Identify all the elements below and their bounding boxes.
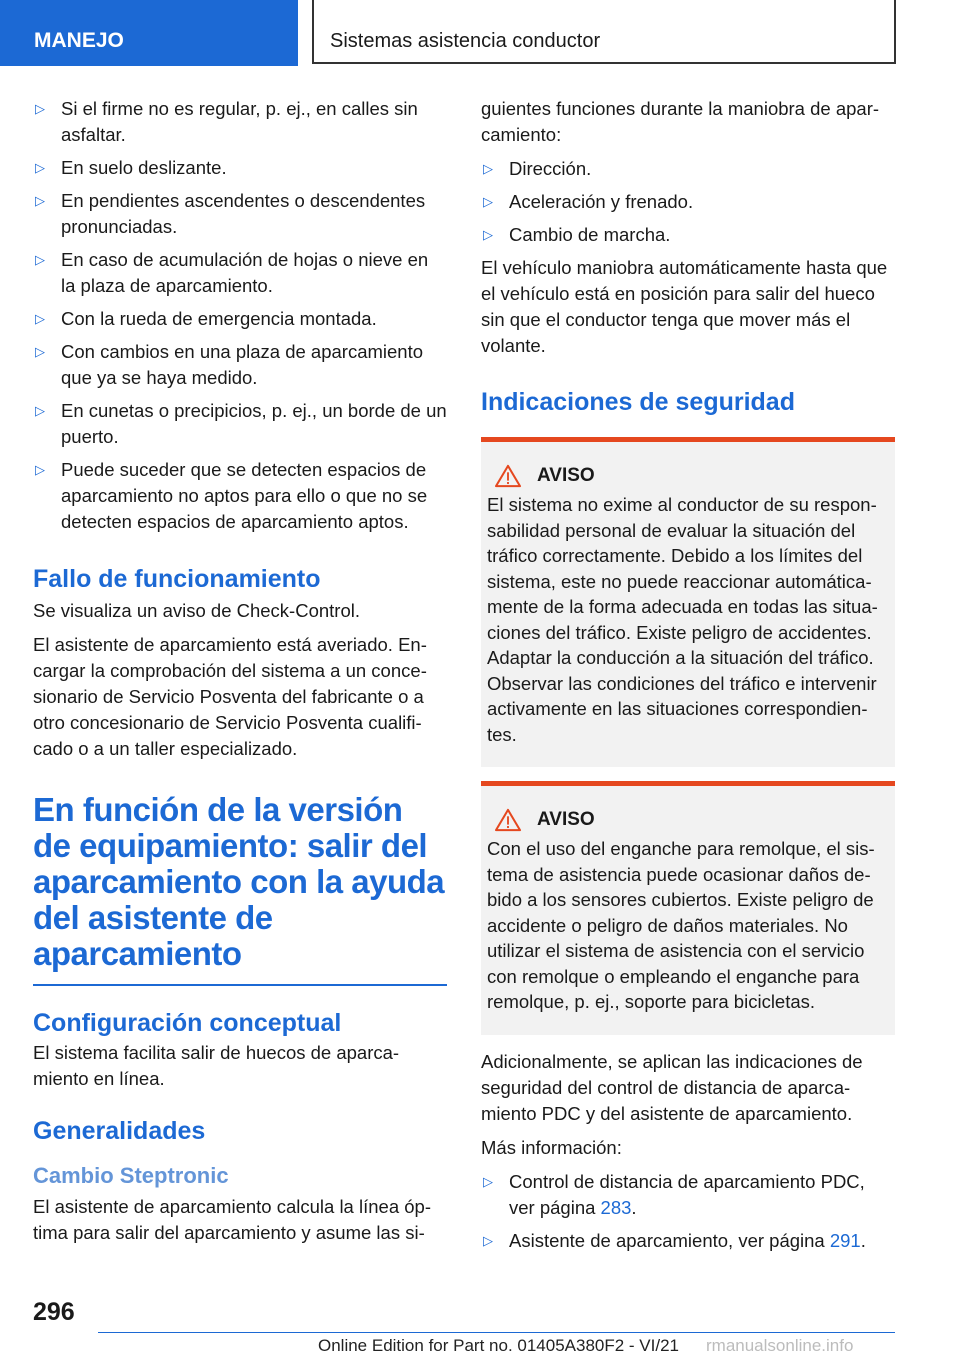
warning-triangle-icon (493, 808, 523, 832)
section-tab: MANEJO (0, 0, 298, 66)
triangle-bullet-icon: ▷ (483, 194, 493, 209)
warning-text: Con el uso del enganche para remolque, el sistema de asistencia puede ocasionar daños debido a los sensores cubiertos. Existe peligro de accidente o peligro de daños materiales. No utilizar el sistema de asistencia con el servicio con remolque o empleando el enganche para remolque, p. ej., soporte para bicicletas. (487, 838, 875, 1012)
general-heading: Generalidades (33, 1117, 206, 1145)
page-number: 296 (33, 1298, 75, 1326)
safety-heading: Indicaciones de seguridad (481, 388, 795, 416)
triangle-bullet-icon: ▷ (35, 403, 45, 418)
heading-divider (33, 984, 447, 986)
auto-maneuver-text: El vehículo maniobra automáticamente hasta que el vehículo está en posición para salir del hueco sin que el conductor tenga que mover más el volante. (481, 257, 888, 356)
list-item: ▷ Puede suceder que se detecten espacios de aparcamiento no aptos para ello o que no se detecten espacios de aparcamiento aptos. (35, 459, 428, 532)
list-item: ▷ En caso de acumulación de hojas o nieve en la plaza de aparcamiento. (35, 249, 429, 296)
footer-divider (98, 1332, 895, 1333)
list-item: ▷ En cunetas o precipicios, p. ej., un borde de un puerto. (35, 400, 447, 447)
left-column (33, 96, 447, 1254)
malfunction-text-2: El asistente de aparcamiento está averiado. Encargar la comprobación del sistema a un concesionario de Servicio Posventa del fabricante o a otro concesionario de Servicio Posventa cualificado o a un taller especializado. (33, 634, 427, 759)
functions-intro: guientes funciones durante la maniobra de aparcamiento: (481, 98, 880, 145)
warning-text: El sistema no exime al conductor de su responsabilidad personal de evaluar la situación del tráfico correctamente. Debido a los límites del sistema, este no puede reaccionar automáticamente de la forma adecuada en todas las situaciones del tráfico. Existe peligro de accidentes. Adaptar la conducción a la situación del tráfico. Observar las condiciones del tráfico e intervenir activamente en las situaciones correspondientes. (487, 494, 878, 745)
triangle-bullet-icon: ▷ (483, 161, 493, 176)
functions-list (481, 156, 895, 248)
triangle-bullet-icon: ▷ (35, 193, 45, 208)
malfunction-text-1: Se visualiza un aviso de Check-Control. (33, 600, 360, 621)
warning-label: AVISO (537, 809, 595, 830)
list-item: ▷ Si el firme no es regular, p. ej., en calles sin asfaltar. (35, 98, 418, 145)
triangle-bullet-icon: ▷ (35, 344, 45, 359)
triangle-bullet-icon: ▷ (483, 1173, 493, 1189)
warning-box-1 (481, 437, 895, 767)
triangle-bullet-icon: ▷ (35, 101, 45, 116)
footer-watermark: rmanualsonline.info (706, 1336, 854, 1355)
steptronic-text: El asistente de aparcamiento calcula la línea óptima para salir del aparcamiento y asume las si- (33, 1196, 431, 1243)
list-item: ▷ En pendientes ascendentes o descendentes pronunciadas. (35, 190, 426, 237)
triangle-bullet-icon: ▷ (483, 227, 493, 242)
list-item: ▷ Control de distancia de aparcamiento PDC, ver página 283. (483, 1170, 865, 1218)
steptronic-heading: Cambio Steptronic (33, 1163, 229, 1188)
warning-triangle-icon (493, 464, 523, 488)
page-link-283[interactable]: 283 (600, 1196, 632, 1218)
list-item: ▷ Aceleración y frenado. (481, 189, 895, 215)
chapter-title: Sistemas asistencia conductor (312, 0, 896, 64)
list-item: ▷ Con cambios en una plaza de aparcamiento que ya se haya medido. (35, 341, 424, 388)
list-item: ▷ Asistente de aparcamiento, ver página 291. (481, 1228, 895, 1254)
right-column (481, 96, 895, 1261)
triangle-bullet-icon: ▷ (483, 1232, 493, 1248)
footer-edition: Online Edition for Part no. 01405A380F2 - VI/21 (318, 1336, 680, 1355)
list-item: ▷ Dirección. (481, 156, 895, 182)
conditions-list (33, 96, 447, 535)
page-header (0, 0, 960, 66)
additional-safety-text: Adicionalmente, se aplican las indicaciones de seguridad del control de distancia de aparcamiento PDC y del asistente de aparcamiento. (481, 1050, 863, 1124)
page-link-291[interactable]: 291 (829, 1229, 861, 1251)
list-item: ▷ En suelo deslizante. (33, 155, 447, 181)
triangle-bullet-icon: ▷ (35, 311, 45, 326)
triangle-bullet-icon: ▷ (35, 160, 45, 175)
warning-box-2 (481, 781, 895, 1035)
triangle-bullet-icon: ▷ (35, 252, 45, 267)
malfunction-heading: Fallo de funcionamiento (33, 565, 321, 593)
concept-text: El sistema facilita salir de huecos de aparcamiento en línea. (33, 1042, 400, 1089)
concept-heading: Configuración conceptual (33, 1009, 342, 1037)
more-info-label: Más información: (481, 1136, 622, 1158)
list-item: ▷ Cambio de marcha. (481, 222, 895, 248)
references-list (481, 1169, 895, 1254)
triangle-bullet-icon: ▷ (35, 462, 45, 477)
list-item: ▷ Con la rueda de emergencia montada. (33, 306, 447, 332)
warning-label: AVISO (537, 465, 595, 486)
main-heading: En función de la versión de equipamiento: salir del aparcamiento con la ayuda del asistente de aparcamiento (33, 791, 445, 972)
